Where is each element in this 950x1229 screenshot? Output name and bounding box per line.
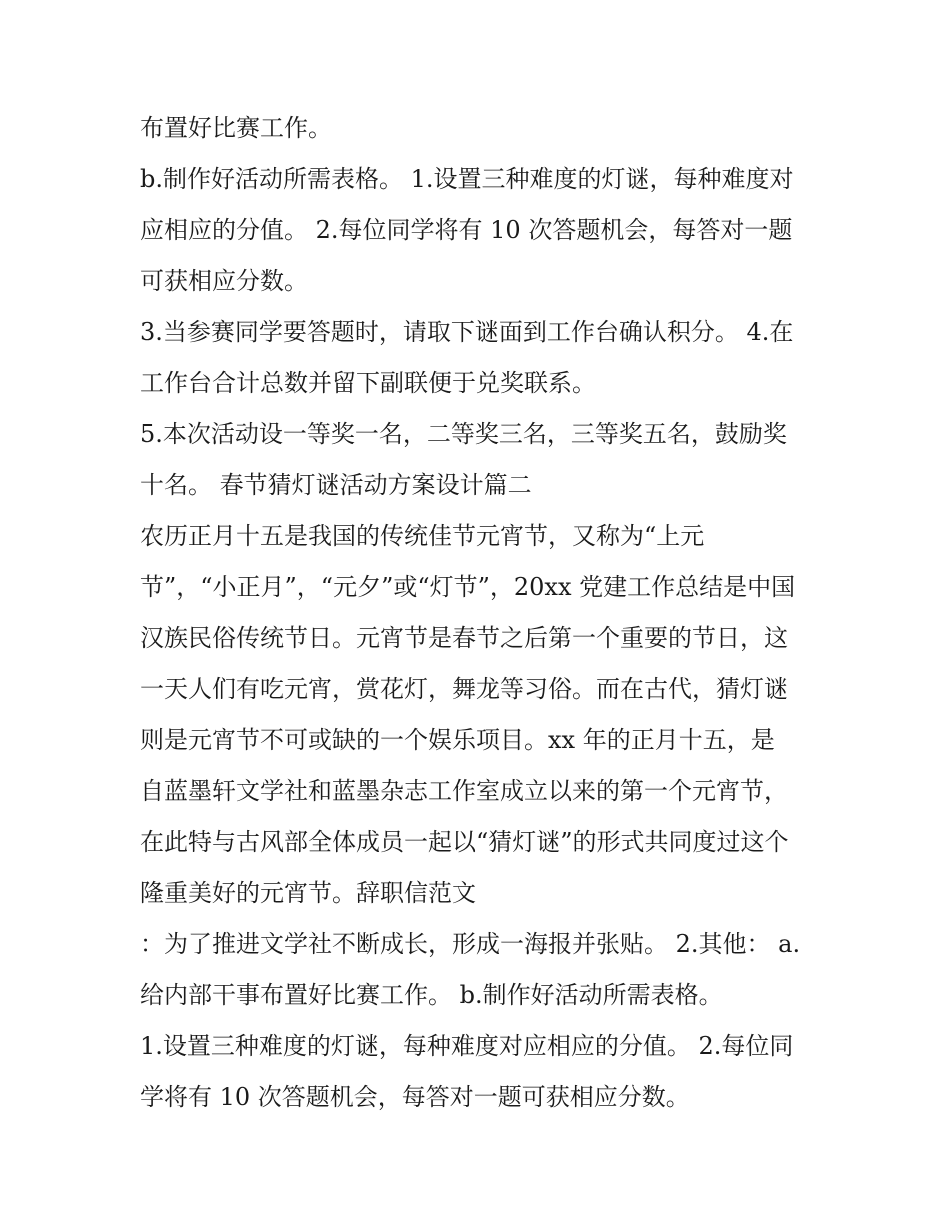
text-line: 可获相应分数。 — [140, 267, 308, 295]
text-line: 布置好比赛工作。 — [140, 114, 332, 142]
text-line: 应相应的分值。 2.每位同学将有 10 次答题机会，每答对一题 — [140, 216, 793, 244]
text-line: 在此特与古风部全体成员一起以“猜灯谜”的形式共同度过这个 — [140, 828, 789, 856]
text-line: 自蓝墨轩文学社和蓝墨杂志工作室成立以来的第一个元宵节， — [140, 777, 788, 805]
text-line: 一天人们有吃元宵，赏花灯，舞龙等习俗。而在古代，猜灯谜 — [140, 675, 788, 703]
text-line: ：为了推进文学社不断成长，形成一海报并张贴。 2.其他： a. — [140, 930, 801, 958]
text-line: 则是元宵节不可或缺的一个娱乐项目。xx 年的正月十五，是 — [140, 726, 775, 754]
text-line: 5.本次活动设一等奖一名，二等奖三名，三等奖五名，鼓励奖 — [140, 420, 787, 448]
text-line: 隆重美好的元宵节。辞职信范文 — [140, 879, 476, 907]
text-line: 农历正月十五是我国的传统佳节元宵节，又称为“上元 — [140, 522, 705, 550]
text-line: 十名。 春节猜灯谜活动方案设计篇二 — [140, 471, 532, 499]
text-line: b.制作好活动所需表格。 1.设置三种难度的灯谜，每种难度对 — [140, 165, 794, 193]
text-line: 1.设置三种难度的灯谜，每种难度对应相应的分值。 2.每位同 — [140, 1032, 794, 1060]
text-line: 学将有 10 次答题机会，每答对一题可获相应分数。 — [140, 1083, 690, 1111]
text-line: 工作台合计总数并留下副联便于兑奖联系。 — [140, 369, 596, 397]
text-line: 3.当参赛同学要答题时，请取下谜面到工作台确认积分。 4.在 — [140, 318, 794, 346]
text-line: 节”，“小正月”，“元夕”或“灯节”，20xx 党建工作总结是中国 — [140, 573, 796, 601]
text-line: 汉族民俗传统节日。元宵节是春节之后第一个重要的节日，这 — [140, 624, 788, 652]
document-body — [140, 103, 820, 1123]
text-line: 给内部干事布置好比赛工作。 b.制作好活动所需表格。 — [140, 981, 723, 1009]
